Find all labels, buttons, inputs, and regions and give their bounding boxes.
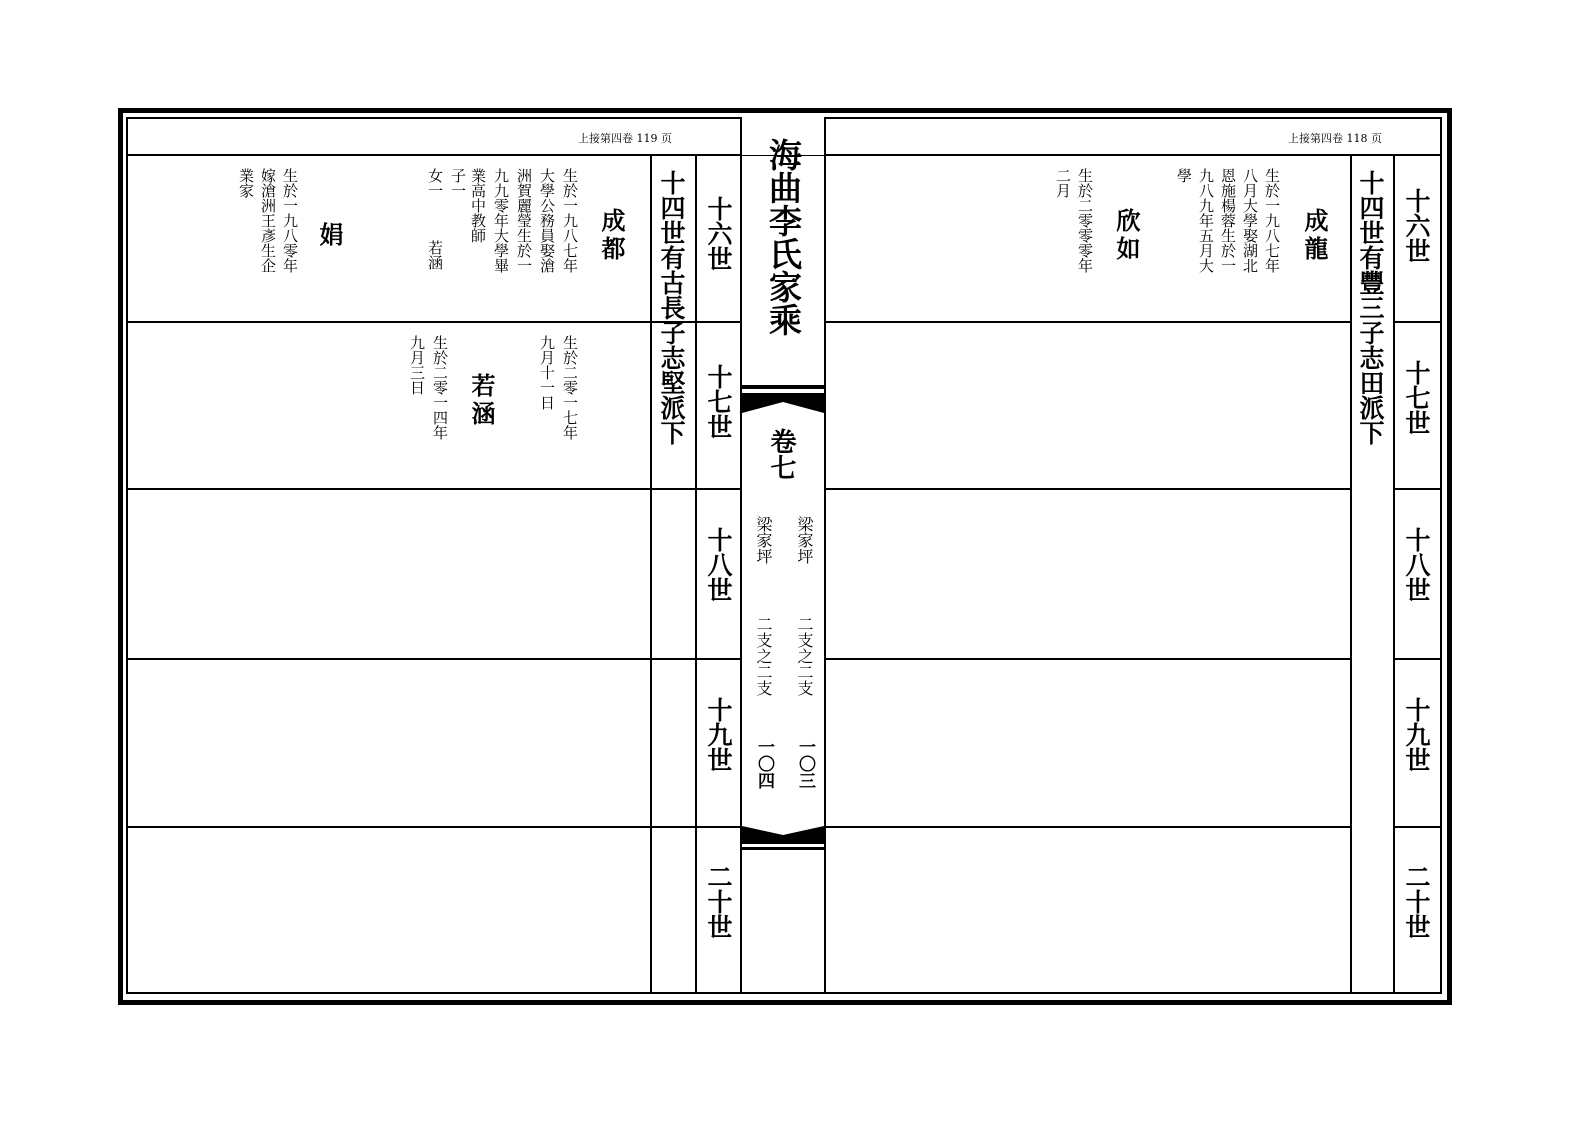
child-name: 若涵 bbox=[426, 240, 444, 270]
person-name: 欣如 bbox=[1112, 208, 1141, 264]
left-branch-title: 十四世有古長子志堅派下 bbox=[657, 170, 686, 445]
person-bio-line: 九九零年大學畢 bbox=[492, 168, 510, 273]
person-bio-line: 九月十一日 bbox=[538, 335, 556, 410]
left-row-divider bbox=[126, 826, 740, 828]
fishtail-bottom bbox=[742, 818, 824, 850]
person-bio-line: 生於二零一七年 bbox=[561, 335, 579, 440]
spine-branch-a: 二支之二支 bbox=[795, 616, 814, 696]
spine-right-border bbox=[824, 117, 826, 994]
right-row-divider bbox=[826, 826, 1350, 828]
right-gen-divider bbox=[1393, 658, 1442, 660]
left-gen-16: 十六世 bbox=[704, 196, 733, 271]
right-gen-divider bbox=[1393, 488, 1442, 490]
right-branch-title: 十四世有豐三子志田派下 bbox=[1356, 170, 1385, 445]
left-gen-17: 十七世 bbox=[704, 364, 733, 439]
right-gen-col-border bbox=[1393, 154, 1395, 994]
left-gen-divider bbox=[695, 488, 740, 490]
right-gen-20: 二十世 bbox=[1402, 864, 1431, 939]
person-bio-line: 二月 bbox=[1054, 168, 1072, 198]
person-bio-line: 恩施楊蓉生於一 bbox=[1219, 168, 1237, 273]
person-bio-line: 八月大學娶湖北 bbox=[1241, 168, 1259, 273]
spine-place-a: 梁家坪 bbox=[795, 516, 814, 564]
right-row-divider bbox=[826, 321, 1350, 323]
book-title: 海曲李氏家乘 bbox=[764, 138, 803, 336]
person-bio-line: 生於二零零零年 bbox=[1076, 168, 1094, 273]
person-bio-line: 業高中教師 bbox=[469, 168, 487, 243]
person-bio-line: 嫁滄洲王彥生企 bbox=[259, 168, 277, 273]
person-bio-line: 業家 bbox=[237, 168, 255, 198]
person-bio-line: 生於一九八七年 bbox=[1263, 168, 1281, 273]
left-row-divider bbox=[126, 488, 740, 490]
person-bio-line: 九八九年五月大 bbox=[1197, 168, 1215, 273]
right-page-header-note: 上接第四卷 118 页 bbox=[1288, 132, 1382, 145]
person-bio-line: 生於二零一四年 bbox=[431, 335, 449, 440]
right-gen-19: 十九世 bbox=[1402, 697, 1431, 772]
left-gen-col-border bbox=[695, 154, 697, 994]
person-bio-line: 學 bbox=[1175, 168, 1193, 183]
left-gen-divider bbox=[695, 321, 740, 323]
right-gen-18: 十八世 bbox=[1402, 527, 1431, 602]
left-row-divider bbox=[126, 321, 740, 323]
left-gen-divider bbox=[695, 658, 740, 660]
right-gen-divider bbox=[1393, 826, 1442, 828]
person-bio-line: 生於一九八七年 bbox=[561, 168, 579, 273]
spine-branch-b: 二支之二支 bbox=[754, 616, 773, 696]
right-row-divider bbox=[826, 488, 1350, 490]
left-gen-19: 十九世 bbox=[704, 697, 733, 772]
left-branch-col-border bbox=[650, 154, 652, 994]
person-bio-line: 大學公務員娶滄 bbox=[538, 168, 556, 273]
person-name: 成都 bbox=[597, 208, 626, 264]
right-gen-17: 十七世 bbox=[1402, 360, 1431, 435]
children-count: 子一 bbox=[449, 168, 467, 198]
person-name: 若涵 bbox=[467, 373, 496, 429]
right-branch-col-border bbox=[1350, 154, 1352, 994]
person-bio-line: 生於一九八零年 bbox=[281, 168, 299, 273]
fishtail-top bbox=[742, 385, 824, 420]
children-count: 女一 bbox=[426, 168, 444, 198]
spine-left-border bbox=[740, 117, 742, 994]
person-bio-line: 洲賀麗瑩生於一 bbox=[515, 168, 533, 273]
spine-page-a: 一〇三 bbox=[795, 738, 815, 789]
person-bio-line: 九月三日 bbox=[408, 335, 426, 395]
volume-label: 卷七 bbox=[766, 428, 796, 480]
person-name: 娟 bbox=[315, 222, 344, 250]
left-gen-18: 十八世 bbox=[704, 527, 733, 602]
person-name: 成龍 bbox=[1300, 208, 1329, 264]
left-gen-divider bbox=[695, 826, 740, 828]
right-gen-divider bbox=[1393, 321, 1442, 323]
spine-place-b: 梁家坪 bbox=[754, 516, 773, 564]
right-gen-16: 十六世 bbox=[1402, 188, 1431, 263]
left-row-divider bbox=[126, 658, 740, 660]
right-row-divider bbox=[826, 658, 1350, 660]
left-gen-top bbox=[695, 154, 740, 156]
spine-page-b: 一〇四 bbox=[754, 738, 774, 789]
left-page-header-note: 上接第四卷 119 页 bbox=[578, 132, 672, 145]
left-gen-20: 二十世 bbox=[704, 864, 733, 939]
